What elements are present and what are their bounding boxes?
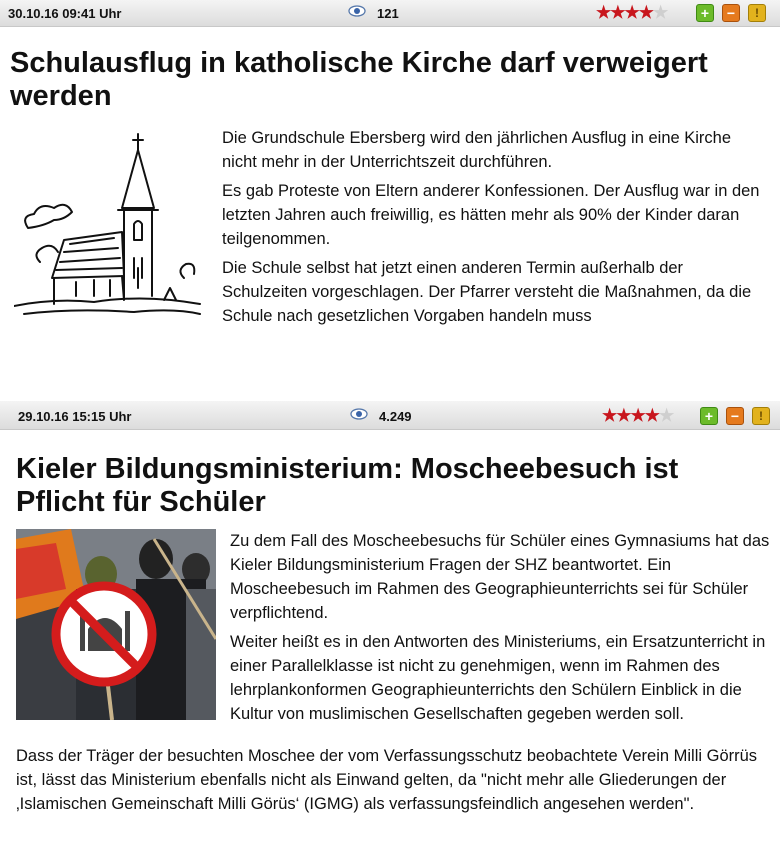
- star-icon[interactable]: ★: [596, 3, 611, 22]
- star-icon[interactable]: ★: [659, 406, 674, 425]
- star-icon[interactable]: ★: [653, 3, 668, 22]
- article-paragraph: Dass der Träger der besuchten Moschee der vom Verfassungsschutz beobachtete Verein Milli Görrüs ist, lässt das Ministerium ebenfalls nicht als Einwand gelten, da "nicht mehr alle Gliederungen der ‚Islamischen Gemeinschaft Milli Görüs‘ (IGMG) als verfassungsfeindlich angesehen werden".: [16, 747, 758, 813]
- eye-icon: [350, 408, 368, 420]
- star-icon[interactable]: ★: [644, 406, 659, 425]
- eye-icon: [348, 5, 366, 17]
- star-icon[interactable]: ★: [610, 3, 625, 22]
- protest-photo-image: [16, 529, 216, 720]
- article-paragraph: Zu dem Fall des Moscheebesuchs für Schüler eines Gymnasiums hat das Kieler Bildungsministerium Fragen der SHZ beantwortet. Ein Moscheebesuch im Rahmen des Geographieunterrichts sei für Schüler verpflichtend.: [230, 532, 770, 622]
- article-body: [222, 126, 770, 333]
- report-button[interactable]: !: [748, 4, 766, 22]
- vote-up-button[interactable]: +: [696, 4, 714, 22]
- star-icon[interactable]: ★: [602, 406, 617, 425]
- star-icon[interactable]: ★: [616, 406, 631, 425]
- article-meta-bar: [0, 401, 780, 430]
- report-button[interactable]: !: [752, 407, 770, 425]
- church-sketch-image: [14, 128, 204, 320]
- article-title[interactable]: Kieler Bildungsministerium: Moscheebesuch ist Pflicht für Schüler: [16, 453, 679, 518]
- star-icon[interactable]: ★: [630, 406, 645, 425]
- view-count: 121: [377, 6, 399, 21]
- article-date: 29.10.16 15:15 Uhr: [18, 409, 132, 424]
- article-paragraph: Es gab Proteste von Eltern anderer Konfessionen. Der Ausflug war in den letzten Jahren auch freiwillig, es hätten mehr als 90% der Kinder daran teilgenommen.: [222, 182, 760, 248]
- star-icon[interactable]: ★: [624, 3, 639, 22]
- article-paragraph: Die Grundschule Ebersberg wird den jährlichen Ausflug in eine Kirche nicht mehr in der Unterrichtszeit durchführen.: [222, 129, 732, 171]
- view-count: 4.249: [379, 409, 412, 424]
- vote-down-button[interactable]: −: [726, 407, 744, 425]
- article-paragraph: Weiter heißt es in den Antworten des Ministeriums, ein Ersatzunterricht in einer Parallelklasse ist nicht zu genehmigen, wenn im Rahmen des lehrplankonformen Geographieunterrichts den Schülern Einblick in die Kultur von muslimischen Gesellschaften gegeben werden soll.: [230, 633, 766, 723]
- article-date: 30.10.16 09:41 Uhr: [8, 6, 122, 21]
- rating-stars[interactable]: [596, 3, 667, 23]
- rating-stars[interactable]: [602, 406, 673, 426]
- article-meta-bar: [0, 0, 780, 27]
- article-title[interactable]: Schulausflug in katholische Kirche darf verweigert werden: [10, 47, 708, 112]
- article-body: [230, 529, 772, 731]
- vote-up-button[interactable]: +: [700, 407, 718, 425]
- vote-down-button[interactable]: −: [722, 4, 740, 22]
- star-icon[interactable]: ★: [638, 3, 653, 22]
- article-paragraph: Die Schule selbst hat jetzt einen anderen Termin außerhalb der Schulzeiten vorgeschlagen. Der Pfarrer versteht die Maßnahmen, da die Schule nach gesetzlichen Vorgaben handeln muss: [222, 259, 752, 325]
